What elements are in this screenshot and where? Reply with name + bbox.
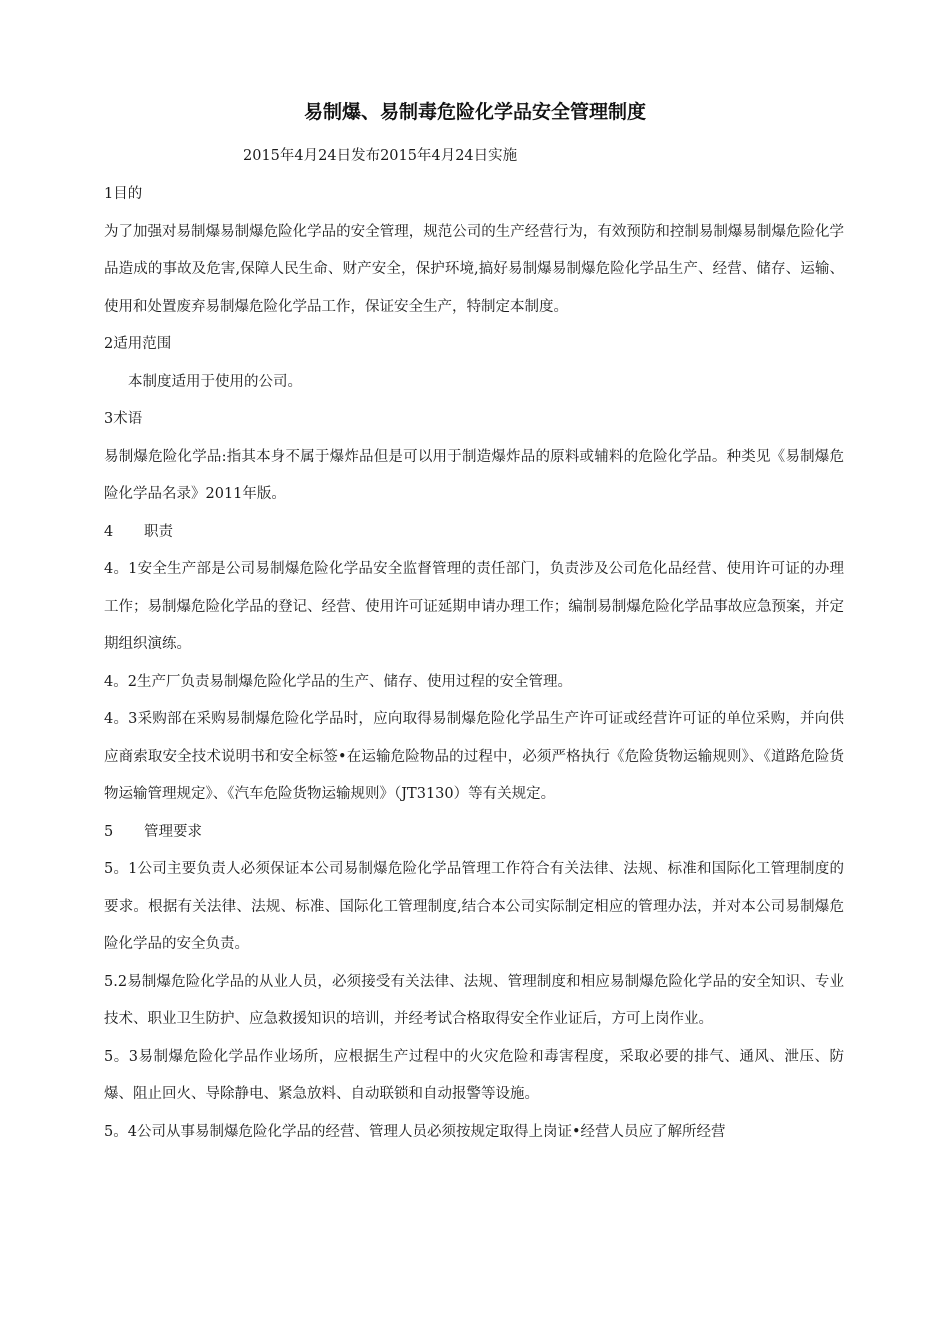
paragraph-req-5-1: 5。1公司主要负责人必须保证本公司易制爆危险化学品管理工作符合有关法律、法规、标准和国际化工管理制度的要求。根据有关法律、法规、标准、国际化工管理制度,结合本公司实际制定相应的管理办法，并对本公司易制爆危险化学品的安全负责。	[104, 861, 844, 952]
paragraph-req-5-4: 5。4公司从事易制爆危险化学品的经营、管理人员必须按规定取得上岗证•经营人员应了解所经营	[104, 1123, 726, 1140]
paragraph-purpose: 为了加强对易制爆易制爆危险化学品的安全管理，规范公司的生产经营行为，有效预防和控制易制爆易制爆危险化学品造成的事故及危害,保障人民生命、财产安全，保护环境,搞好易制爆易制爆危险化学品生产、经营、储存、运输、使用和处置废弃易制爆危险化学品工作，保证安全生产，特制定本制度。	[104, 223, 844, 315]
section-heading-duties	[104, 514, 844, 552]
paragraph-req-5-2: 5.2易制爆危险化学品的从业人员，必须接受有关法律、法规、管理制度和相应易制爆危险化学品的安全知识、专业技术、职业卫生防护、应急救援知识的培训，并经考试合格取得安全作业证后，方可上岗作业。	[104, 973, 844, 1027]
section-heading-terms: 3术语	[104, 411, 143, 427]
paragraph-terms: 易制爆危险化学品:指其本身不属于爆炸品但是可以用于制造爆炸品的原料或辅料的危险化学品。种类见《易制爆危险化学品名录》2011年版。	[104, 448, 844, 502]
section-title: 职责	[144, 523, 173, 540]
paragraph-duty-4-3: 4。3采购部在采购易制爆危险化学品时，应向取得易制爆危险化学品生产许可证或经营许可证的单位采购，并向供应商索取安全技术说明书和安全标签•在运输危险物品的过程中，必须严格执行《危险货物运输规则》、《道路危险货物运输管理规定》、《汽车危险货物运输规则》（JT3130）等有关规定。	[104, 711, 844, 802]
section-title: 管理要求	[144, 823, 202, 840]
paragraph-req-5-3: 5。3易制爆危险化学品作业场所，应根据生产过程中的火灾危险和毒害程度，采取必要的排气、通风、泄压、防爆、阻止回火、导除静电、紧急放料、自动联锁和自动报警等设施。	[104, 1048, 844, 1102]
document-subtitle: 2015年4月24日发布2015年4月24日实施	[243, 148, 518, 164]
paragraph-scope: 本制度适用于使用的公司。	[128, 373, 302, 390]
section-heading-requirements	[104, 814, 844, 852]
section-heading-scope: 2适用范围	[104, 336, 172, 352]
section-number: 4	[104, 523, 114, 540]
paragraph-duty-4-1: 4。1安全生产部是公司易制爆危险化学品安全监督管理的责任部门，负责涉及公司危化品经营、使用许可证的办理工作；易制爆危险化学品的登记、经营、使用许可证延期申请办理工作；编制易制爆危险化学品事故应急预案，并定期组织演练。	[104, 561, 844, 652]
document-body	[104, 176, 844, 1151]
section-heading-purpose: 1目的	[104, 186, 143, 202]
document-title: 易制爆、易制毒危险化学品安全管理制度	[303, 101, 646, 123]
section-number: 5	[104, 823, 114, 840]
paragraph-duty-4-2: 4。2生产厂负责易制爆危险化学品的生产、储存、使用过程的安全管理。	[104, 673, 572, 690]
